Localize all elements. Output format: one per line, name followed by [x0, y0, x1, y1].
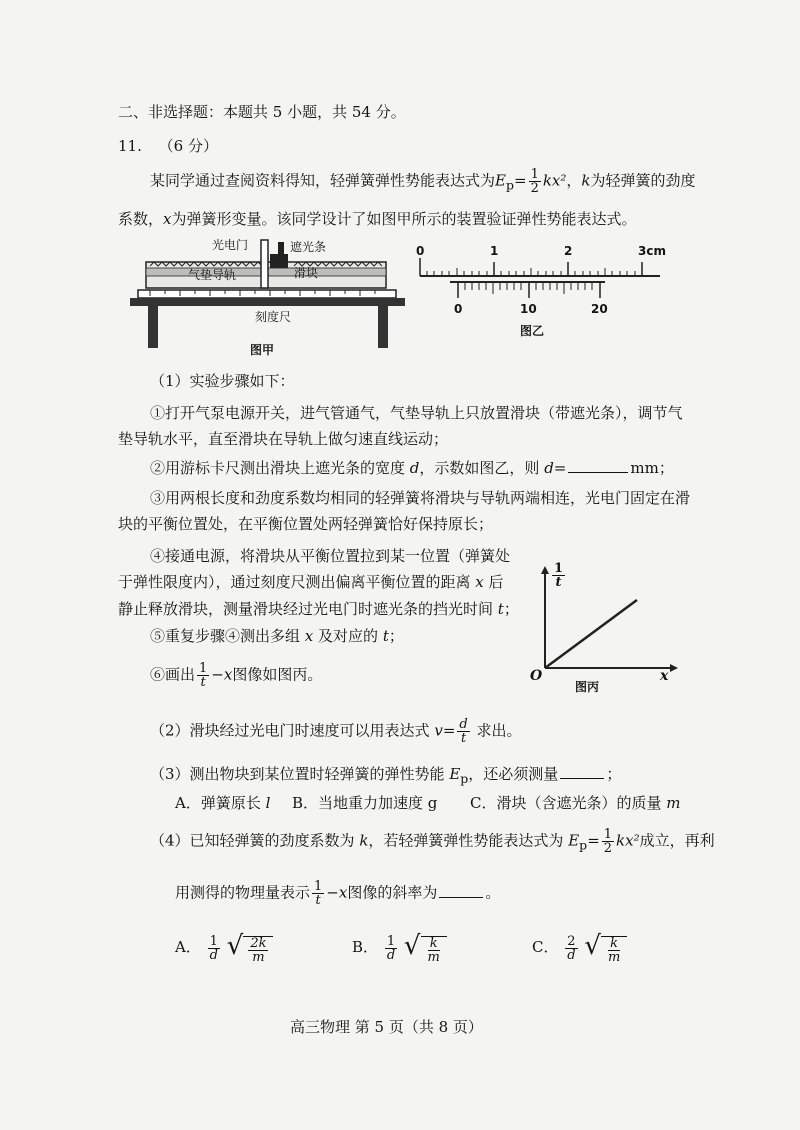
answer-blank-q3[interactable]: [560, 778, 604, 779]
one-over-t-x-graph: [520, 560, 680, 700]
question-4-line-1: （4）已知轻弹簧的劲度系数为 k，若轻弹簧弹性势能表达式为 $E_p=$ $\frac{1}{2}$ kx²成立，再利: [150, 827, 715, 856]
q3-option-b: B．当地重力加速度 g: [292, 794, 438, 812]
intro-text-end: 为弹簧形变量。该同学设计了如图甲所示的装置验证弹性势能表达式。: [171, 210, 637, 228]
step-4-line-c: 静止释放滑块，测量滑块经过光电门时遮光条的挡光时间 t；: [118, 600, 519, 618]
figure-graph: [520, 560, 680, 700]
caption-figure-yi: 图乙: [520, 324, 545, 338]
vernier-diagram: [410, 250, 680, 340]
step-1-line-a: ①打开气泵电源开关，进气管通气，气垫导轨上只放置滑块（带遮光条），调节气: [150, 404, 683, 422]
section-title: 二、非选择题：本题共 5 小题，共 54 分。: [118, 103, 406, 121]
vernier-scale-10: 10: [520, 302, 537, 316]
main-scale-0: 0: [416, 244, 425, 258]
option-a[interactable]: A． $\frac{1}{d}$ √ $\frac{2k}{m}$: [175, 932, 273, 964]
main-scale-2: 2: [564, 244, 573, 258]
intro-line-2: [118, 208, 637, 229]
question-2: （2）滑块经过光电门时速度可以用表达式 v= $\frac{d}{t}$ 求出。: [150, 717, 522, 746]
step-4-line-b: 于弹性限度内），通过刻度尺测出偏离平衡位置的距离 x 后: [118, 573, 504, 591]
label-photogate: 光电门: [212, 238, 249, 252]
q3-option-c: C．滑块（含遮光条）的质量 m: [470, 794, 681, 812]
ep-symbol: E: [495, 171, 506, 190]
intro-text: 某同学通过查阅资料得知，轻弹簧弹性势能表达式为: [150, 171, 496, 190]
figure-air-track: [130, 236, 405, 361]
answer-blank-q4[interactable]: [439, 897, 483, 898]
half-fraction: $\frac{1}{2}$: [530, 167, 539, 196]
main-scale-3cm: 3cm: [638, 244, 666, 258]
x-axis-label: x: [660, 668, 669, 684]
label-ruler: 刻度尺: [255, 310, 292, 324]
main-scale-1: 1: [490, 244, 499, 258]
ep-subscript: p: [505, 177, 514, 193]
step-2: ②用游标卡尺测出滑块上遮光条的宽度 d，示数如图乙，则 d= mm；: [150, 459, 674, 477]
intro-text: 系数，: [118, 210, 164, 228]
kx2-term: kx²: [542, 171, 567, 190]
question-points: （6 分）: [158, 137, 218, 155]
question-number: 11.: [118, 137, 142, 155]
y-axis-label: $\frac{1}{t}$: [554, 561, 564, 590]
label-shading-strip: 遮光条: [290, 240, 327, 254]
one-over-t-fraction: $\frac{1}{t}$: [199, 661, 208, 690]
k-variable: k: [581, 171, 591, 190]
question-3: （3）测出物块到某位置时轻弹簧的弹性势能 $E_p$，还必须测量 ；: [150, 765, 622, 786]
step-1-line-b: 垫导轨水平，直至滑块在导轨上做匀速直线运动；: [118, 430, 449, 448]
step-3-line-b: 块的平衡位置处，在平衡位置处两轻弹簧恰好保持原长；: [118, 515, 494, 533]
vernier-scale-20: 20: [591, 302, 608, 316]
origin-label: O: [530, 668, 543, 684]
caption-figure-bing: 图丙: [575, 680, 600, 694]
steps-heading: （1）实验步骤如下：: [150, 372, 295, 390]
x-variable: x: [163, 210, 172, 228]
one-over-t-fraction-q4: $\frac{1}{t}$: [314, 879, 323, 908]
intro-text-end: 为轻弹簧的劲度: [590, 171, 696, 190]
step-3-line-a: ③用两根长度和劲度系数均相同的轻弹簧将滑块与导轨两端相连，光电门固定在滑: [150, 489, 691, 507]
step-4-line-a: ④接通电源，将滑块从平衡位置拉到某一位置（弹簧处: [150, 547, 511, 565]
question-header: [118, 135, 218, 156]
answer-blank-d[interactable]: [568, 472, 628, 473]
label-air-track: 气垫导轨: [188, 268, 237, 282]
step-5: ⑤重复步骤④测出多组 x 及对应的 t；: [150, 627, 404, 645]
equals-sign: =: [513, 171, 527, 190]
vernier-scale-0: 0: [454, 302, 463, 316]
step-6: ⑥画出 $\frac{1}{t}$ −x图像如图丙。: [150, 661, 323, 690]
option-c[interactable]: C． $\frac{2}{d}$ √ $\frac{k}{m}$: [532, 932, 627, 964]
intro-comma: ，: [566, 171, 582, 190]
figure-vernier: [410, 244, 680, 340]
q3-option-a: A．弹簧原长 l: [175, 794, 271, 812]
d-over-t-fraction: $\frac{d}{t}$: [459, 717, 468, 746]
question-4-line-2: 用测得的物理量表示 $\frac{1}{t}$ −x图像的斜率为 。: [175, 879, 501, 908]
label-slider: 滑块: [294, 266, 319, 280]
page-footer: 高三物理 第 5 页（共 8 页）: [290, 1018, 483, 1036]
caption-figure-jia: 图甲: [250, 343, 275, 357]
intro-line-1: [150, 168, 696, 195]
option-b[interactable]: B． $\frac{1}{d}$ √ $\frac{k}{m}$: [352, 932, 447, 964]
